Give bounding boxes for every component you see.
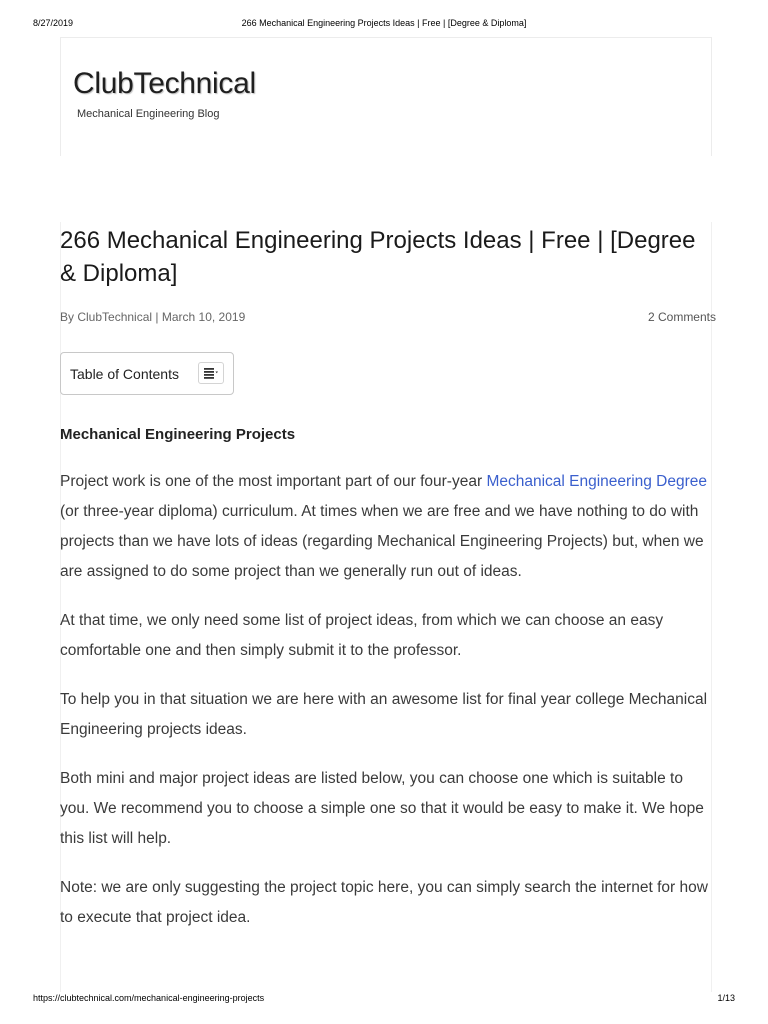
degree-link[interactable]: Mechanical Engineering Degree — [486, 473, 708, 490]
meta-separator: | — [152, 310, 162, 324]
paragraph-3: To help you in that situation we are here with an awesome list for final year college Mechanical Engineering projects ideas. — [60, 691, 708, 738]
site-title[interactable]: ClubTechnical — [73, 67, 256, 100]
print-date: 8/27/2019 — [33, 18, 74, 28]
paragraph-1-text-b: (or three-year diploma) curriculum. At times when we are free and we have nothing to do with projects than we have lots of ideas (regarding Mechanical Engineering Projects) but, when we are assigned to do some project than we generally run out of ideas. — [60, 503, 704, 580]
author-link[interactable]: ClubTechnical — [77, 310, 153, 324]
post-title: 266 Mechanical Engineering Projects Ideas | Free | [Degree & Diploma] — [60, 227, 696, 287]
print-url: https://clubtechnical.com/mechanical-engineering-projects — [33, 993, 265, 1003]
print-page-number: 1/13 — [717, 993, 735, 1003]
list-icon — [204, 368, 218, 379]
article-heading: Mechanical Engineering Projects — [60, 426, 296, 443]
paragraph-4: Both mini and major project ideas are listed below, you can choose one which is suitable to you. We recommend you to choose a simple one so that it would be easy to make it. We hope this list will help. — [60, 770, 704, 847]
paragraph-1 — [60, 467, 716, 587]
post-date: March 10, 2019 — [161, 310, 246, 324]
print-document-title: 266 Mechanical Engineering Projects Ideas | Free | [Degree & Diploma] — [241, 18, 527, 28]
site-header — [60, 37, 712, 156]
list-toggle-icon[interactable] — [198, 362, 224, 384]
meta-by-label: By — [60, 310, 78, 324]
paragraph-5: Note: we are only suggesting the project topic here, you can simply search the internet for how to execute that project idea. — [60, 879, 708, 926]
comments-link[interactable]: 2 Comments — [647, 310, 716, 324]
toc-label: Table of Contents — [70, 365, 179, 382]
article-body — [60, 420, 716, 952]
site-tagline: Mechanical Engineering Blog — [77, 108, 220, 120]
post-meta — [60, 310, 716, 324]
paragraph-2: At that time, we only need some list of project ideas, from which we can choose an easy comfortable one and then simply submit it to the professor. — [60, 612, 664, 659]
table-of-contents[interactable] — [60, 352, 234, 395]
paragraph-1-text-a: Project work is one of the most important part of our four-year — [60, 473, 487, 490]
